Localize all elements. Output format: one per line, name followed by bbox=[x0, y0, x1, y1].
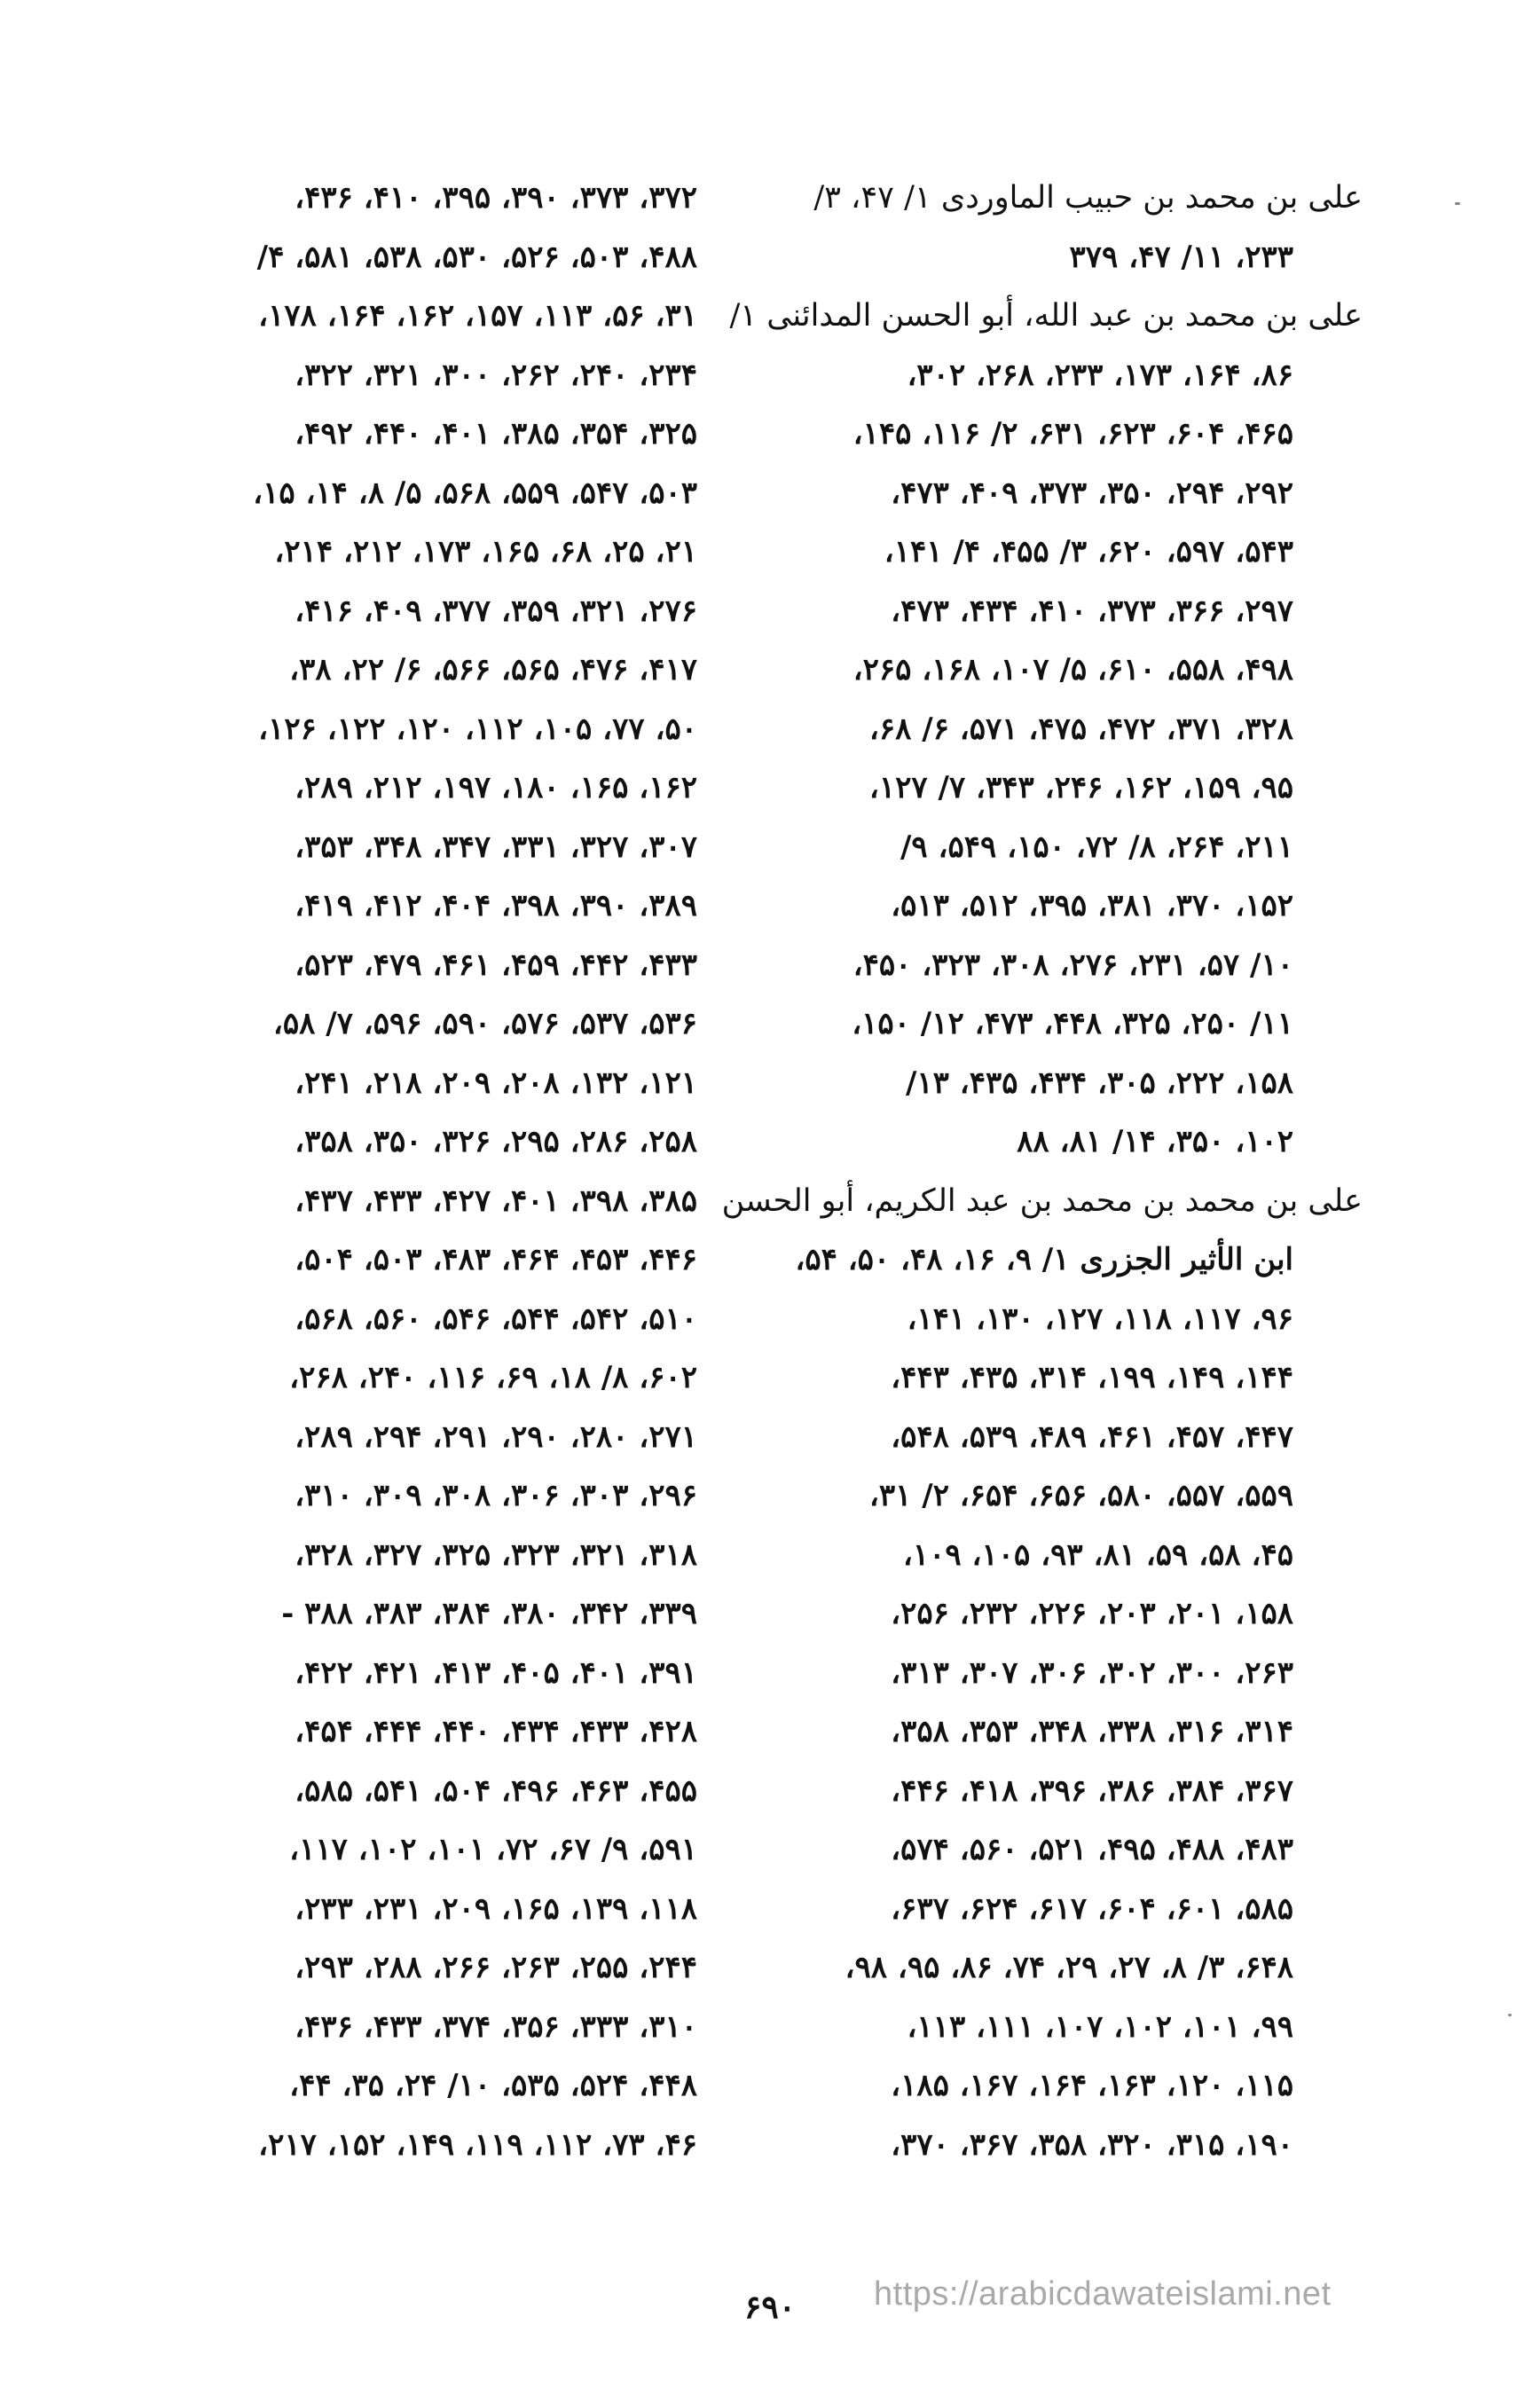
index-line: ۵۰۳، ۵۴۷، ۵۵۹، ۵۶۸، ۵/ ۸، ۱۴، ۱۵، bbox=[253, 475, 697, 511]
index-line: ابن الأثير الجزرى ۱/ ۹، ۱۶، ۴۸، ۵۰، ۵۴، bbox=[795, 1242, 1293, 1277]
index-line: ۶۴۸، ۳/ ۸، ۲۷، ۲۹، ۷۴، ۸۶، ۹۵، ۹۸، bbox=[845, 1950, 1293, 1985]
index-column-left bbox=[121, 169, 697, 2174]
index-line: ۲۷۶، ۳۲۱، ۳۵۹، ۳۷۷، ۴۰۹، ۴۱۶، bbox=[295, 593, 697, 629]
index-line: ۲۱۱، ۲۶۴، ۸/ ۷۲، ۱۵۰، ۵۴۹، ۹/ bbox=[900, 829, 1293, 865]
index-line: ۴۱۷، ۴۷۶، ۵۶۵، ۵۶۶، ۶/ ۲۲، ۳۸، bbox=[289, 652, 697, 687]
index-line: على بن محمد بن عبد الله، أبو الحسن المدائنى ۱/ bbox=[729, 298, 1363, 334]
index-line: ۳۹۱، ۴۰۱، ۴۰۵، ۴۱۳، ۴۲۱، ۴۲۲، bbox=[295, 1654, 697, 1691]
index-line: ۳۱۸، ۳۲۱، ۳۲۳، ۳۲۵، ۳۲۷، ۳۲۸، bbox=[295, 1536, 697, 1573]
watermark-url[interactable]: https://arabicdawateislami.net bbox=[874, 2275, 1332, 2313]
index-line: ۴۹۸، ۵۵۸، ۶۱۰، ۵/ ۱۰۷، ۱۶۸، ۲۶۵، bbox=[852, 652, 1293, 687]
index-line: ۴۸۸، ۵۰۳، ۵۲۶، ۵۳۰، ۵۳۸، ۵۸۱، ۴/ bbox=[256, 239, 697, 275]
index-column-right bbox=[721, 169, 1363, 2174]
index-line: ۸۶، ۱۶۴، ۱۷۳، ۲۳۳، ۲۶۸، ۳۰۲، bbox=[907, 357, 1293, 393]
index-line: ۹۹، ۱۰۱، ۱۰۲، ۱۰۷، ۱۱۱، ۱۱۳، bbox=[907, 2008, 1293, 2045]
index-line: ۱۱۸، ۱۳۹، ۱۶۵، ۲۰۹، ۲۳۱، ۲۳۳، bbox=[295, 1890, 697, 1927]
index-line: ۴۴۸، ۵۲۴، ۵۳۵، ۱۰/ ۲۴، ۳۵، ۴۴، bbox=[289, 2068, 697, 2103]
index-line: ۱۱۵، ۱۲۰، ۱۶۳، ۱۶۴، ۱۶۷، ۱۸۵، bbox=[891, 2068, 1293, 2103]
index-line: ۳۱، ۵۶، ۱۱۳، ۱۵۷، ۱۶۲، ۱۶۴، ۱۷۸، bbox=[258, 298, 697, 334]
index-line: ۵۸۵، ۶۰۱، ۶۰۴، ۶۱۷، ۶۲۴، ۶۳۷، bbox=[891, 1890, 1293, 1927]
index-line: ۴۵۵، ۴۶۳، ۴۹۶، ۵۰۴، ۵۴۱، ۵۸۵، bbox=[295, 1772, 697, 1809]
index-line: ۴۳۳، ۴۴۲، ۴۵۹، ۴۶۱، ۴۷۹، ۵۲۳، bbox=[295, 947, 697, 983]
index-line: ۱۵۸، ۲۲۲، ۳۰۵، ۴۳۴، ۴۳۵، ۱۳/ bbox=[906, 1065, 1293, 1101]
index-line: ۱۲۱، ۱۳۲، ۲۰۸، ۲۰۹، ۲۱۸، ۲۴۱، bbox=[295, 1065, 697, 1101]
index-line: ۱۵۸، ۲۰۱، ۲۰۳، ۲۲۶، ۲۳۲، ۲۵۶، bbox=[891, 1596, 1293, 1631]
index-line: ۵۱۰، ۵۴۲، ۵۴۴، ۵۴۶، ۵۶۰، ۵۶۸، bbox=[295, 1300, 697, 1337]
index-line: ۱۱/ ۲۵۰، ۳۲۵، ۴۴۸، ۴۷۳، ۱۲/ ۱۵۰، bbox=[852, 1006, 1293, 1041]
index-line: ۱۰۲، ۳۵۰، ۱۴/ ۸۱، ۸۸ bbox=[1017, 1124, 1293, 1159]
index-line: ۴۴۷، ۴۵۷، ۴۶۱، ۴۸۹، ۵۳۹، ۵۴۸، bbox=[891, 1418, 1293, 1455]
index-line: ۵۹۱، ۹/ ۶۷، ۷۲، ۱۰۱، ۱۰۲، ۱۱۷، bbox=[289, 1832, 697, 1867]
index-line: ۳۸۵، ۳۹۸، ۴۰۱، ۴۲۷، ۴۳۳، ۴۳۷، bbox=[295, 1182, 697, 1219]
index-line: ۳۱۴، ۳۱۶، ۳۳۸، ۳۴۸، ۳۵۳، ۳۵۸، bbox=[891, 1714, 1293, 1749]
index-line: ۱۰/ ۵۷، ۲۳۱، ۲۷۶، ۳۰۸، ۳۲۳، ۴۵۰، bbox=[852, 947, 1293, 983]
index-line: ۴۸۳، ۴۸۸، ۴۹۵، ۵۲۱، ۵۶۰، ۵۷۴، bbox=[891, 1832, 1293, 1867]
index-line: ۳۱۰، ۳۳۳، ۳۵۶، ۳۷۴، ۴۳۳، ۴۳۶، bbox=[295, 2008, 697, 2045]
index-line: ۹۶، ۱۱۷، ۱۱۸، ۱۲۷، ۱۳۰، ۱۴۱، bbox=[907, 1300, 1293, 1337]
index-line: ۲۵۸، ۲۸۶، ۲۹۵، ۳۲۶، ۳۵۰، ۳۵۸، bbox=[295, 1124, 697, 1159]
index-line: ۱۶۲، ۱۶۵، ۱۸۰، ۱۹۷، ۲۱۲، ۲۸۹، bbox=[295, 770, 697, 805]
index-line: ۳۲۸، ۳۷۱، ۴۷۲، ۴۷۵، ۵۷۱، ۶/ ۶۸، bbox=[868, 711, 1293, 747]
index-line: ۳۳۹، ۳۴۲، ۳۸۰، ۳۸۴، ۳۸۳، ۳۸۸ - bbox=[281, 1596, 697, 1631]
index-line: ۴۶۵، ۶۰۴، ۶۲۳، ۶۳۱، ۲/ ۱۱۶، ۱۴۵، bbox=[852, 416, 1293, 452]
index-line: ۲۹۶، ۳۰۳، ۳۰۶، ۳۰۸، ۳۰۹، ۳۱۰، bbox=[295, 1478, 697, 1513]
index-line: ۳۸۹، ۳۹۰، ۳۹۸، ۴۰۴، ۴۱۲، ۴۱۹، bbox=[295, 888, 697, 923]
index-line: ۲۳۳، ۱۱/ ۴۷، ۳۷۹ bbox=[1069, 239, 1293, 275]
index-line: ۹۵، ۱۵۹، ۱۶۲، ۲۴۶، ۳۴۳، ۷/ ۱۲۷، bbox=[868, 770, 1293, 805]
index-line: على بن محمد بن حبيب الماوردى ۱/ ۴۷، ۳/ bbox=[813, 180, 1363, 216]
index-line: ۲۳۴، ۲۴۰، ۲۶۲، ۳۰۰، ۳۲۱، ۳۲۲، bbox=[295, 357, 697, 393]
index-line: ۱۹۰، ۳۱۵، ۳۲۰، ۳۵۸، ۳۶۷، ۳۷۰، bbox=[891, 2126, 1293, 2163]
index-line: ۱۴۴، ۱۴۹، ۱۹۹، ۳۱۴، ۴۳۵، ۴۴۳، bbox=[891, 1360, 1293, 1395]
index-line: ۲۱، ۲۵، ۶۸، ۱۶۵، ۱۷۳، ۲۱۲، ۲۱۴، bbox=[274, 534, 697, 570]
index-line: ۳۶۷، ۳۸۴، ۳۸۶، ۳۹۶، ۴۱۸، ۴۴۶، bbox=[891, 1772, 1293, 1809]
index-line: ۵۰، ۷۷، ۱۰۵، ۱۱۲، ۱۲۰، ۱۲۲، ۱۲۶، bbox=[258, 711, 697, 747]
index-line: على بن محمد بن محمد بن عبد الكريم، أبو الحسن bbox=[721, 1182, 1363, 1219]
index-line: ۴۵، ۵۸، ۵۹، ۸۱، ۹۳، ۱۰۵، ۱۰۹، bbox=[902, 1536, 1293, 1573]
index-line: ۲۴۴، ۲۵۵، ۲۶۳، ۲۶۶، ۲۸۸، ۲۹۳، bbox=[295, 1950, 697, 1985]
scan-speck bbox=[1455, 202, 1460, 205]
index-line: ۳۷۲، ۳۷۳، ۳۹۰، ۳۹۵، ۴۱۰، ۴۳۶، bbox=[295, 180, 697, 216]
index-line: ۲۷۱، ۲۸۰، ۲۹۰، ۲۹۱، ۲۹۴، ۲۸۹، bbox=[295, 1418, 697, 1455]
index-line: ۴۲۸، ۴۳۳، ۴۳۴، ۴۴۰، ۴۴۴، ۴۵۴، bbox=[295, 1714, 697, 1749]
index-line: ۱۵۲، ۳۷۰، ۳۸۱، ۳۹۵، ۵۱۲، ۵۱۳، bbox=[891, 888, 1293, 923]
index-line: ۳۲۵، ۳۵۴، ۳۸۵، ۴۰۱، ۴۴۰، ۴۹۲، bbox=[295, 416, 697, 452]
index-line: ۶۰۲، ۸/ ۱۸، ۶۹، ۱۱۶، ۲۴۰، ۲۶۸، bbox=[289, 1360, 697, 1395]
index-line: ۴۴۶، ۴۵۳، ۴۶۴، ۴۸۳، ۵۰۳، ۵۰۴، bbox=[295, 1242, 697, 1277]
page-number: ۶۹۰ bbox=[743, 2289, 796, 2326]
index-line: ۲۶۳، ۳۰۰، ۳۰۲، ۳۰۶، ۳۰۷، ۳۱۳، bbox=[891, 1654, 1293, 1691]
scan-speck bbox=[1508, 2014, 1512, 2016]
index-line: ۳۰۷، ۳۲۷، ۳۳۱، ۳۴۷، ۳۴۸، ۳۵۳، bbox=[295, 829, 697, 865]
index-line: ۵۴۳، ۵۹۷، ۶۲۰، ۳/ ۴۵۵، ۴/ ۱۴۱، bbox=[884, 534, 1293, 570]
index-line: ۲۹۲، ۲۹۴، ۳۵۰، ۳۷۳، ۴۰۹، ۴۷۳، bbox=[891, 475, 1293, 511]
index-line: ۴۶، ۷۳، ۱۱۲، ۱۱۹، ۱۴۹، ۱۵۲، ۲۱۷، bbox=[258, 2126, 697, 2163]
index-line: ۵۵۹، ۵۵۷، ۵۸۰، ۶۵۶، ۶۵۴، ۲/ ۳۱، bbox=[868, 1478, 1293, 1513]
index-line: ۲۹۷، ۳۶۶، ۳۷۳، ۴۱۰، ۴۳۴، ۴۷۳، bbox=[891, 593, 1293, 629]
index-line: ۵۳۶، ۵۳۷، ۵۷۶، ۵۹۰، ۵۹۶، ۷/ ۵۸، bbox=[272, 1006, 697, 1041]
